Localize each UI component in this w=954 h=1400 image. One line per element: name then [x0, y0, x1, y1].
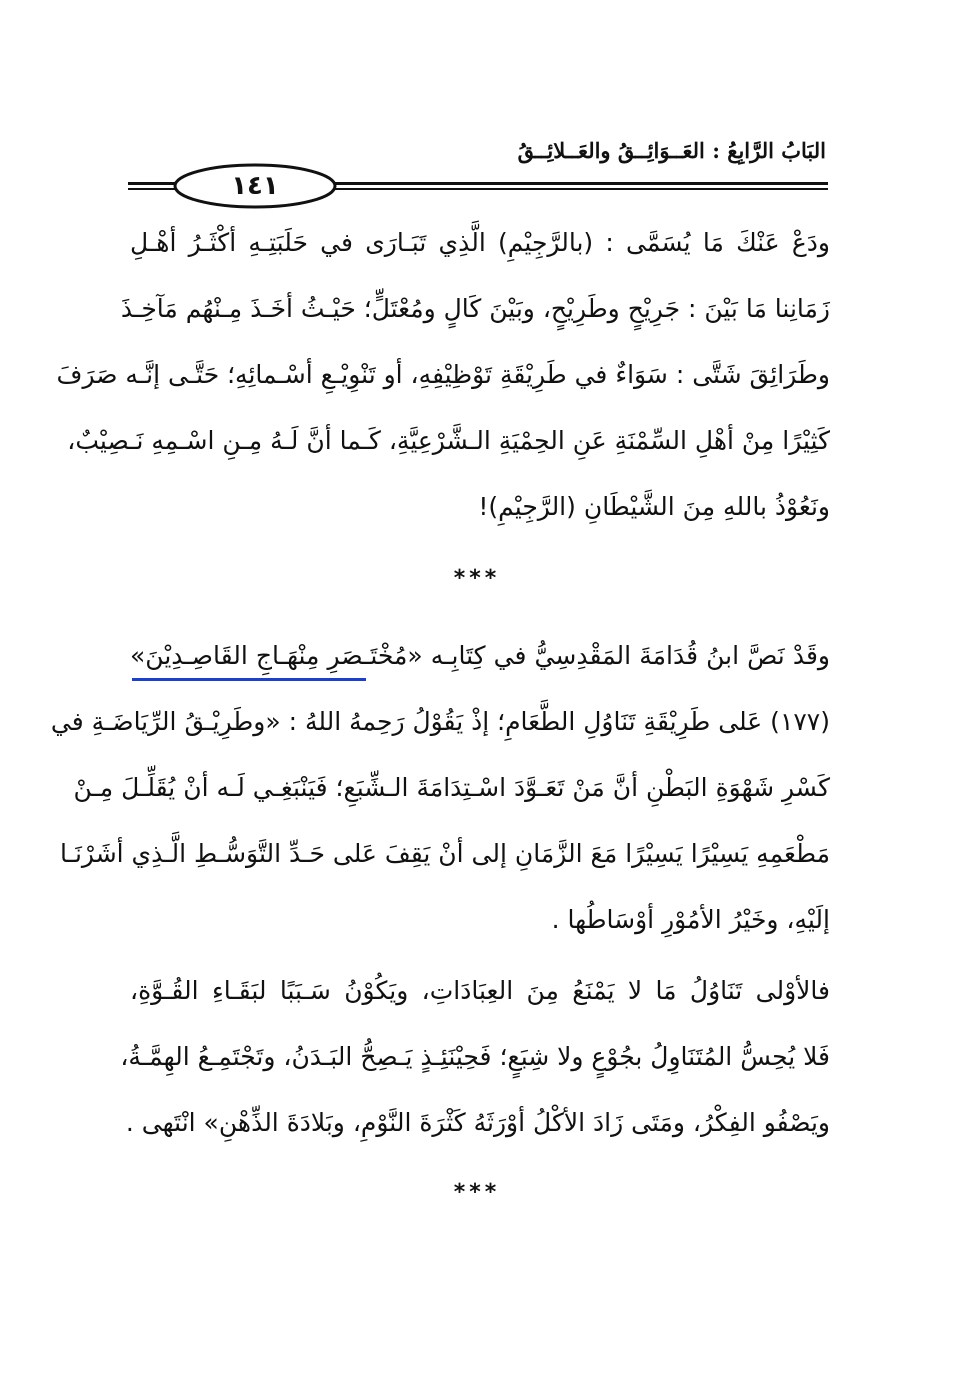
paragraph-3-line: فالأوْلى تَنَاوُلُ مَا لا يَمْنَعُ مِنَ العِبَادَاتِ، ويَكُوْنُ سَـبَبًا لبَقَـاءِ القُـوَّةِ،: [130, 976, 830, 1005]
paragraph-3: [120, 958, 830, 1156]
section-separator: ***: [453, 1180, 501, 1205]
paragraph-1-line: وطَرَائِقَ شَتَّى : سَوَاءٌ في طَرِيْقَةِ تَوْظِيْفِهِ، أو تَنْوِيْـعِ أسْـمائِهِ؛ حَتَّـى إنَّـه صَرَفَ: [56, 360, 830, 389]
paragraph-2: [50, 623, 830, 953]
paragraph-2-line: كَسْرِ شَهْوَةِ البَطْنِ أنَّ مَنْ تَعَـوَّدَ اسْـتِدَامَةَ الـشِّبَعِ؛ فَيَنْبَغِـي لَـه أنْ يُقَلِّـلَ مِـنْ: [73, 773, 830, 802]
section-separator: ***: [453, 566, 501, 591]
book-title-underline: [132, 678, 366, 681]
running-head: البَابُ الرَّابِعُ : العَــوَائِــقُ والعَــلائِــقُ: [517, 138, 826, 163]
paragraph-3-line: ويَصْفُو الفِكْرُ، ومَتَى زَادَ الأكْلُ أوْرَثَهُ كَثْرَةَ النَّوْمِ، وبَلادَةَ الذِّهْنِ» انْتَهى .: [125, 1108, 830, 1137]
paragraph-2-line: مَطْعَمِهِ يَسِيْرًا يَسِيْرًا مَعَ الزَّمَانِ إلى أنْ يَقِفَ عَلى حَـدِّ التَّوَسُّـطِ الَّـذِي أشَرْنَـا: [60, 839, 830, 868]
paragraph-1-line: ودَعْ عَنْكَ مَا يُسَمَّى : (بالرَّجِيْمِ) الَّذِي تَبَـارَى في حَلَبَتِـهِ أكْثَـرُ أهْـلِ: [130, 228, 830, 257]
header-rule: [128, 162, 828, 210]
paragraph-1-line: زَمَانِنا مَا بَيْنَ : جَرِيْحٍ وطَرِيْحٍ، وبَيْنَ كَالٍ ومُعْتَلٍّ؛ حَيْـثُ أخَـذَ مِـنْهُم مَآخِـذَ: [120, 294, 830, 323]
paragraph-2-line: (١٧٧) عَلى طَرِيْقَةِ تَنَاوُلِ الطَّعَامِ؛ إذْ يَقُوْلُ رَحِمهُ اللهُ : «وطَرِيْـقُ الرِّيَاضَـةِ في: [50, 707, 830, 736]
paragraph-2-line: إلَيْهِ، وخَيْرُ الأمُوْرِ أوْسَاطُها .: [551, 905, 830, 934]
paragraph-3-line: فَلا يُحِسُّ المُتَنَاوِلُ بجُوْعٍ ولا شِبَعٍ؛ فَحِيْنَئِـذٍ يَـصِحُّ البَـدَنُ، وتَجْتَمِـعُ الهِمَّـةُ،: [120, 1042, 830, 1071]
paragraph-1-line: ونَعُوْذُ باللهِ مِنَ الشَّيْطَانِ (الرَّجِيْمِ)!: [478, 492, 830, 521]
paragraph-1-line: كَثِيْرًا مِنْ أهْلِ السِّمْنَةِ عَنِ الحِمْيَةِ الـشَّرْعِيَّةِ، كَـما أنَّ لَـهُ مِـنِ اسْـمِهِ نَـصِيْبٌ،: [67, 426, 830, 455]
paragraph-2-line: وقَدْ نَصَّ ابنُ قُدَامَةَ المَقْدِسِيُّ في كِتَابِـه «مُخْتَـصَرِ مِنْهَـاجِ القَاصِـدِيْنَ»: [130, 641, 830, 670]
page-number: ١٤١: [231, 171, 279, 201]
paragraph-1: [56, 210, 830, 540]
